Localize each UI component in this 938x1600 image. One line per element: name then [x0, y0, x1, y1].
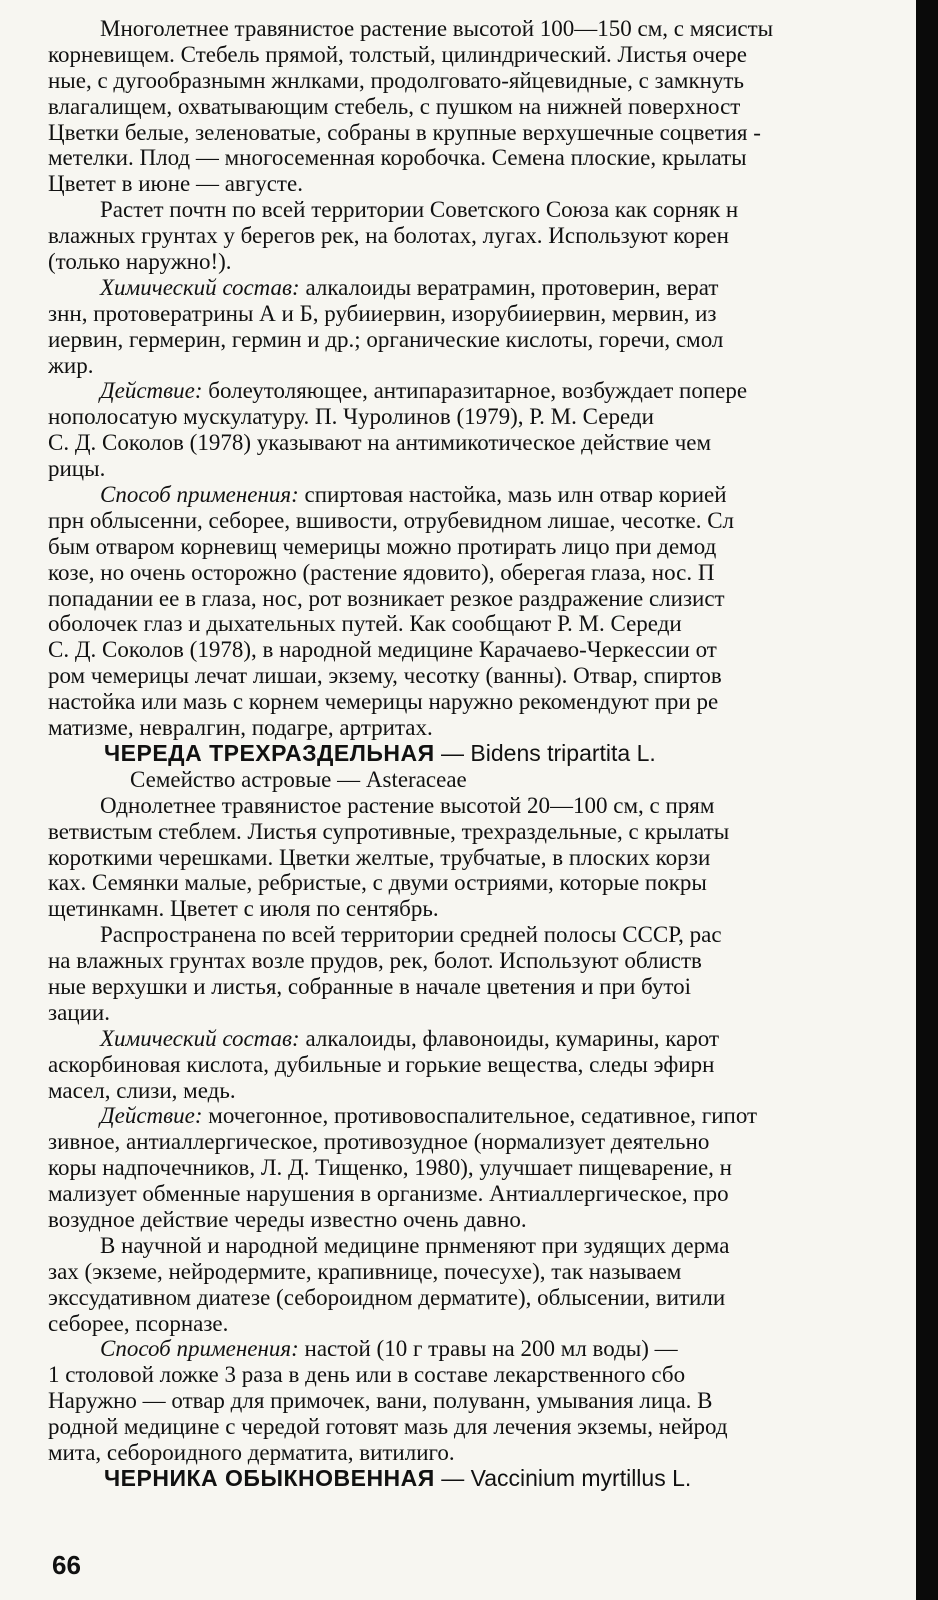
- line-text: зах (экземе, нейродермите, крапивнице, почесухе), так называем: [48, 1258, 682, 1284]
- line-text: мализует обменные нарушения в организме. Антиаллергическое, про: [48, 1181, 729, 1207]
- text-line: [48, 68, 928, 94]
- line-text: оболочек глаз и дыхательных путей. Как сообщают Р. М. Середи: [48, 611, 682, 637]
- line-text: Цветет в июне — августе.: [48, 171, 303, 197]
- text-line: [48, 1026, 928, 1052]
- line-text: бым отваром корневищ чемерицы можно протирать лицо при демод: [48, 533, 717, 559]
- text-line: [48, 249, 928, 275]
- line-text: ках. Семянки малые, ребристые, с двуми остриями, которые покры: [48, 870, 707, 896]
- scan-dark-edge: [916, 0, 938, 1600]
- entry-heading: [48, 741, 928, 767]
- line-text: спиртовая настойка, мазь илн отвар корией: [298, 482, 727, 508]
- line-text: — Vaccinium myrtillus L.: [434, 1465, 692, 1491]
- line-text: (только наружно!).: [48, 249, 232, 275]
- line-text: матизме, невралгин, подагре, артритах.: [48, 715, 433, 741]
- text-line: [48, 767, 928, 793]
- line-text: Многолетнее травянистое растение высотой 100—150 см, с мясисты: [100, 16, 774, 41]
- page-body-text: [48, 16, 928, 1492]
- text-line: [48, 1414, 928, 1440]
- section-label: Химический состав:: [100, 1025, 300, 1051]
- line-text: Цветки белые, зеленоватые, собраны в крупные верхушечные соцветия -: [48, 119, 761, 145]
- line-text: иервин, гермерин, гермин и др.; органические кислоты, горечи, смол: [48, 326, 724, 352]
- line-text: мита, себороидного дерматита, витилиго.: [48, 1439, 455, 1465]
- line-text: коры надпочечников, Л. Д. Тищенко, 1980), улучшает пищеварение, н: [48, 1155, 732, 1181]
- text-line: [48, 1052, 928, 1078]
- text-line: [48, 1129, 928, 1155]
- text-line: [48, 482, 928, 508]
- section-label: Способ применения:: [100, 1336, 299, 1362]
- text-line: [48, 1285, 928, 1311]
- section-label: Способ применения:: [100, 482, 299, 508]
- plant-name: ЧЕРЕДА ТРЕХРАЗДЕЛЬНАЯ: [104, 740, 435, 766]
- text-line: [48, 275, 928, 301]
- line-text: Семейство астровые — Asteraceae: [130, 766, 467, 792]
- text-line: [48, 171, 928, 197]
- line-text: 1 столовой ложке 3 раза в день или в составе лекарственного сбо: [48, 1362, 686, 1388]
- section-label: Химический состав:: [100, 274, 300, 300]
- section-label: Действие:: [100, 378, 203, 404]
- text-line: [48, 870, 928, 896]
- text-line: [48, 819, 928, 845]
- text-line: [48, 456, 928, 482]
- text-line: [48, 1181, 928, 1207]
- text-line: [48, 301, 928, 327]
- text-line: [48, 1440, 928, 1466]
- text-line: [48, 327, 928, 353]
- text-line: [48, 223, 928, 249]
- line-text: ные, с дугообразнымн жнлками, продолговато-яйцевидные, с замкнуть: [48, 67, 744, 93]
- text-line: [48, 1207, 928, 1233]
- text-line: [48, 922, 928, 948]
- line-text: ветвистым стеблем. Листья супротивные, трехраздельные, с крылаты: [48, 818, 730, 844]
- line-text: алкалоиды, флавоноиды, кумарины, карот: [299, 1025, 720, 1051]
- line-text: зивное, антиаллергическое, противозудное (нормализует деятельно: [48, 1129, 710, 1155]
- line-text: влагалищем, охватывающим стебель, с пушком на нижней поверхност: [48, 93, 741, 119]
- text-line: [48, 120, 928, 146]
- text-line: [48, 689, 928, 715]
- text-line: [48, 94, 928, 120]
- line-text: себорее, псорназе.: [48, 1310, 229, 1336]
- line-text: масел, слизи, медь.: [48, 1077, 236, 1103]
- text-line: [48, 793, 928, 819]
- line-text: родной медицине с чередой готовят мазь для лечения экземы, нейрод: [48, 1414, 728, 1440]
- text-line: [48, 845, 928, 871]
- text-line: [48, 896, 928, 922]
- text-line: [48, 1103, 928, 1129]
- line-text: короткими черешками. Цветки желтые, трубчатые, в плоских корзи: [48, 844, 711, 870]
- line-text: аскорбиновая кислота, дубильные и горькие вещества, следы эфирн: [48, 1051, 715, 1077]
- line-text: щетинкамн. Цветет с июля по сентябрь.: [48, 896, 439, 922]
- line-text: знн, протовератрины А и Б, рубииервин, изорубииервин, мервин, из: [48, 300, 717, 326]
- text-line: [48, 974, 928, 1000]
- line-text: ром чемерицы лечат лишаи, экзему, чесотку (ванны). Отвар, спиртов: [48, 663, 722, 689]
- text-line: [48, 560, 928, 586]
- line-text: корневищем. Стебель прямой, толстый, цилиндрический. Листья очере: [48, 41, 747, 67]
- text-line: [48, 948, 928, 974]
- text-line: [48, 1233, 928, 1259]
- line-text: Однолетнее травянистое растение высотой 20—100 см, с прям: [100, 792, 715, 818]
- text-line: [48, 1155, 928, 1181]
- page-number: 66: [52, 1550, 81, 1580]
- text-line: [48, 1078, 928, 1104]
- entry-heading: [48, 1466, 928, 1492]
- line-text: на влажных грунтах возле прудов, рек, болот. Используют облиств: [48, 948, 702, 974]
- line-text: алкалоиды вератрамин, протоверин, верат: [299, 274, 719, 300]
- text-line: [48, 1362, 928, 1388]
- section-label: Действие:: [100, 1103, 203, 1129]
- text-line: [48, 1000, 928, 1026]
- line-text: настойка или мазь с корнем чемерицы наружно рекомендуют при ре: [48, 689, 719, 715]
- text-line: [48, 508, 928, 534]
- text-line: [48, 663, 928, 689]
- line-text: влажных грунтах у берегов рек, на болотах, лугах. Используют корен: [48, 223, 729, 249]
- line-text: метелки. Плод — многосеменная коробочка. Семена плоские, крылаты: [48, 145, 747, 171]
- text-line: [48, 16, 928, 42]
- line-text: прн облысенни, себорее, вшивости, отрубевидном лишае, чесотке. Сл: [48, 507, 735, 533]
- line-text: — Bidens tripartita L.: [434, 740, 656, 766]
- line-text: попадании ее в глаза, нос, рот возникает резкое раздражение слизист: [48, 585, 725, 611]
- line-text: В научной и народной медицине прнменяют при зудящих дерма: [100, 1232, 730, 1258]
- text-line: [48, 430, 928, 456]
- text-line: [48, 404, 928, 430]
- text-line: [48, 353, 928, 379]
- line-text: болеутоляющее, антипаразитарное, возбуждает попере: [202, 378, 748, 404]
- plant-name: ЧЕРНИКА ОБЫКНОВЕННАЯ: [104, 1465, 435, 1491]
- line-text: Распространена по всей территории средней полосы СССР, рас: [100, 922, 722, 948]
- text-line: [48, 1336, 928, 1362]
- text-line: [48, 611, 928, 637]
- text-line: [48, 1259, 928, 1285]
- text-line: [48, 378, 928, 404]
- line-text: рицы.: [48, 456, 106, 482]
- text-line: [48, 534, 928, 560]
- line-text: жир.: [48, 352, 94, 378]
- text-line: [48, 1388, 928, 1414]
- line-text: ные верхушки и листья, собранные в начале цветения и при бутоі: [48, 973, 692, 999]
- text-line: [48, 1311, 928, 1337]
- text-line: [48, 42, 928, 68]
- text-line: [48, 197, 928, 223]
- text-line: [48, 586, 928, 612]
- line-text: нополосатую мускулатуру. П. Чуролинов (1979), Р. М. Середи: [48, 404, 654, 430]
- text-line: [48, 715, 928, 741]
- line-text: козе, но очень осторожно (растение ядовито), оберегая глаза, нос. П: [48, 559, 715, 585]
- line-text: экссудативном диатезе (себороидном дерматите), облысении, витили: [48, 1284, 726, 1310]
- text-line: [48, 145, 928, 171]
- line-text: мочегонное, противовоспалительное, седативное, гипот: [202, 1103, 758, 1129]
- line-text: С. Д. Соколов (1978), в народной медицине Карачаево-Черкессии от: [48, 637, 717, 663]
- line-text: Растет почтн по всей территории Советского Союза как сорняк н: [100, 197, 739, 223]
- line-text: С. Д. Соколов (1978) указывают на антимикотическое действие чем: [48, 430, 712, 456]
- line-text: зации.: [48, 999, 110, 1025]
- line-text: возудное действие череды известно очень давно.: [48, 1206, 527, 1232]
- text-line: [48, 637, 928, 663]
- line-text: настой (10 г травы на 200 мл воды) —: [298, 1336, 678, 1362]
- line-text: Наружно — отвар для примочек, вани, полуванн, умывания лица. В: [48, 1388, 713, 1414]
